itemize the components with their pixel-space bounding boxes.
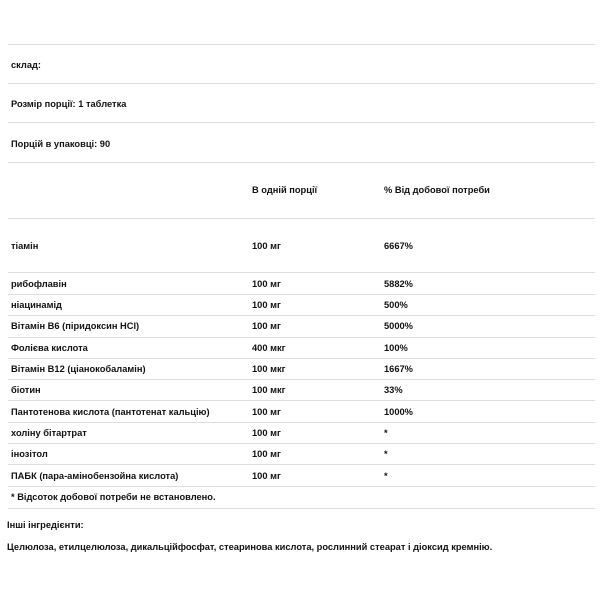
- serving-size: Розмір порції: 1 таблетка: [11, 99, 127, 109]
- nutrient-name: Пантотенова кислота (пантотенат кальцію): [11, 407, 210, 417]
- other-ingredients-heading: Інші інгредієнти:: [7, 520, 84, 530]
- divider: [8, 508, 595, 509]
- nutrient-amount: 100 мг: [252, 407, 281, 417]
- divider: [8, 162, 595, 163]
- nutrient-amount: 100 мг: [252, 300, 281, 310]
- nutrient-daily-value: *: [384, 428, 388, 438]
- nutrient-name: тіамін: [11, 241, 39, 251]
- divider: [8, 443, 595, 444]
- nutrient-amount: 100 мг: [252, 471, 281, 481]
- nutrient-daily-value: *: [384, 449, 388, 459]
- nutrient-name: біотин: [11, 385, 41, 395]
- column-header-per-serving: В одній порції: [252, 185, 318, 195]
- nutrient-name: рибофлавін: [11, 279, 67, 289]
- divider: [8, 486, 595, 487]
- divider: [8, 44, 595, 45]
- divider: [8, 379, 595, 380]
- nutrient-amount: 100 мг: [252, 428, 281, 438]
- nutrient-name: Фолієва кислота: [11, 343, 88, 353]
- nutrient-name: Вітамін В12 (ціанокобаламін): [11, 364, 146, 374]
- nutrient-name: ніацинамід: [11, 300, 62, 310]
- divider: [8, 294, 595, 295]
- divider: [8, 400, 595, 401]
- nutrient-amount: 100 мг: [252, 279, 281, 289]
- divider: [8, 83, 595, 84]
- composition-label: склад:: [11, 60, 42, 70]
- divider: [8, 122, 595, 123]
- nutrient-daily-value: 500%: [384, 300, 408, 310]
- nutrient-daily-value: 1667%: [384, 364, 413, 374]
- nutrient-daily-value: 6667%: [384, 241, 413, 251]
- divider: [8, 218, 595, 219]
- nutrient-name: інозітол: [11, 449, 48, 459]
- servings-per-container: Порцій в упаковці: 90: [11, 139, 111, 149]
- other-ingredients-text: Целюлоза, етилцелюлоза, дикальційфосфат, стеаринова кислота, рослинний стеарат і діоксид кремнію.: [7, 542, 493, 552]
- divider: [8, 315, 595, 316]
- column-header-daily-value: % Від добової потреби: [384, 185, 490, 195]
- divider: [8, 422, 595, 423]
- nutrient-amount: 100 мкг: [252, 385, 286, 395]
- nutrient-daily-value: 1000%: [384, 407, 413, 417]
- nutrient-amount: 100 мг: [252, 449, 281, 459]
- nutrient-daily-value: 5000%: [384, 321, 413, 331]
- nutrient-name: холіну бітартрат: [11, 428, 87, 438]
- divider: [8, 358, 595, 359]
- nutrient-daily-value: *: [384, 471, 388, 481]
- divider: [8, 464, 595, 465]
- footnote: * Відсоток добової потреби не встановлено.: [11, 492, 216, 502]
- nutrient-daily-value: 100%: [384, 343, 408, 353]
- nutrient-amount: 100 мг: [252, 241, 281, 251]
- nutrient-name: Вітамін В6 (піридоксин HCl): [11, 321, 140, 331]
- nutrient-daily-value: 33%: [384, 385, 403, 395]
- nutrient-amount: 100 мкг: [252, 364, 286, 374]
- nutrient-amount: 400 мкг: [252, 343, 286, 353]
- nutrient-name: ПАБК (пара-амінобензойна кислота): [11, 471, 179, 481]
- divider: [8, 337, 595, 338]
- nutrient-amount: 100 мг: [252, 321, 281, 331]
- divider: [8, 272, 595, 273]
- nutrient-daily-value: 5882%: [384, 279, 413, 289]
